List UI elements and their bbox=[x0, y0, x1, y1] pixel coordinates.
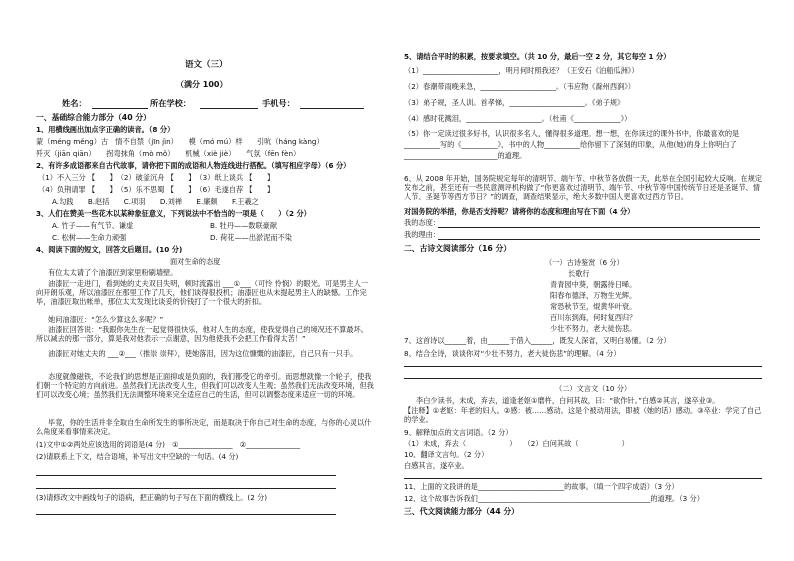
q4-answer-line-2[interactable] bbox=[36, 488, 336, 489]
question-2: 2、有许多成语都来自古代故事，请你把下面的成语和人物连线进行搭配。（填写相应字母）（6 分） bbox=[36, 161, 351, 170]
full-score: （满分 100） bbox=[176, 80, 228, 89]
page-title: 语文（三） bbox=[185, 60, 228, 70]
q4-sub-1: (1)文中①②两处应该选用的词语是(4 分) ①_______________ ②_______________ bbox=[36, 440, 301, 449]
q1-line-2: 歼灭（jiān qiān） 拐弯抹角（mò mǒ） 机械（xiè jiè） 气氛（fēn fèn） bbox=[36, 149, 301, 158]
q2-row-2: （4）负荆请罪 【 】 （5）乐不思蜀 【 】 （6）毛遂自荐 【 】 bbox=[38, 185, 275, 194]
wenyan-notes: 【注释】①老妪：年老的妇人。②感：被……感动。这是个被动用法，即被（她的话）感动。③卒业：学完了自己的学业。 bbox=[404, 406, 762, 424]
section-1-heading: 一、基础综合能力部分（40 分） bbox=[36, 113, 151, 122]
section-2-heading: 二、古诗文阅读部分（16 分） bbox=[404, 244, 512, 253]
essay-paragraph-1: 有位太太请了个油漆匠到家里粉刷墙壁。 bbox=[48, 268, 178, 277]
poem-line-3: 常恐秋节至，焜黄华叶衰。 bbox=[550, 302, 637, 311]
school-field[interactable] bbox=[200, 108, 258, 109]
q5-item-3: （3）弟子规，圣人训。首孝悌，_____________________。《弟子规》 bbox=[404, 98, 625, 107]
q2-row-1: （1）不入三分 【 】 （2）破釜沉舟 【 】 （3）纸上谈兵 【 】 bbox=[38, 173, 275, 182]
q6-reason-label: 我的理由： bbox=[404, 230, 440, 239]
essay-paragraph-4: 油漆匠回答说：“我跟你先生在一起觉得很快乐，他对人生的态度，使我觉得自己的境况还不算最坏。所以减去的那一部分，算是我对他表示一点谢意，因为他使我不会把工作看得太苦！” bbox=[36, 325, 368, 343]
q8-answer-line-1[interactable] bbox=[404, 366, 762, 367]
question-12: 12、这个故事告诉我们________________________________________________的道理。（3 分） bbox=[404, 494, 704, 503]
wenyan-subheading: （二）文言文（10 分） bbox=[555, 384, 632, 393]
essay-paragraph-2: 油漆匠一走进门，看到她的丈夫双目失明，顿时流露出 ___①___（可怜 怜悯）的眼光。可是男主人一向开朗乐观，所以油漆匠在那里工作了几天，他们谈得很投机；油漆匠也从未提起男主人的缺憾。工作完毕，油漆匠取出帐单，那位太太发现比谈妥的价钱打了一个很大的折扣。 bbox=[36, 279, 369, 306]
q3-option-a: A. 竹子——有气节、谦虚 bbox=[52, 221, 134, 230]
q3-option-d: D. 荷花——出淤泥而不染 bbox=[210, 233, 292, 242]
poem-line-4: 百川东到海，何时复西归？ bbox=[550, 313, 637, 322]
q9-items: （1）未成，弃去（ ） （2）白问其故（ ） bbox=[404, 439, 629, 448]
phone-label: 手机号： bbox=[262, 98, 295, 108]
q6-attitude-line[interactable] bbox=[438, 227, 760, 228]
question-11: 11、上面的文段讲的是________________________的故事。（填一个四字成语）（3 分） bbox=[404, 482, 679, 491]
q6-prompt: 对国务院的举措，你是否支持呢？请将你的态度和理由写在下面（4 分） bbox=[404, 207, 635, 216]
section-3-heading: 三、代文阅读能力部分（44 分） bbox=[404, 507, 519, 516]
question-8: 8、结合全诗，谈谈你对“少壮不努力，老大徒伤悲”的理解。（4 分） bbox=[404, 349, 621, 358]
phone-field[interactable] bbox=[300, 108, 364, 109]
question-7: 7、这首诗以______着，由______于借入______，既发人深省，又明白易懂。（2 分） bbox=[404, 336, 671, 345]
wenyan-passage: 李白少读书，未成，弃去，道逢老妪①磨杵，白问其故，曰：“欲作针。”白感②其言，遂卒业③。 bbox=[416, 396, 720, 405]
q6-reason-line[interactable] bbox=[438, 239, 760, 240]
q4-sub-3: (3)请修改文中画线句子的语病，把正确的句子写在下面的横线上。(2 分) bbox=[36, 493, 268, 502]
question-3: 3、人们在赞美一些花木以某种象征意义，下列说法中不恰当的一项是（ ）（2 分） bbox=[36, 209, 311, 218]
essay-title: 面对生命的态度 bbox=[170, 257, 221, 266]
question-10: 10、翻译文言句。（2 分） bbox=[404, 450, 489, 459]
q2-options: A.勾践 B.赵括 C.项羽 D.刘禅 E.廉颇 F.王羲之 bbox=[52, 197, 259, 206]
q5-item-1: （1）_____________________，明月何时照我还？（王安石《泊船瓜洲》） bbox=[404, 66, 639, 75]
poem-line-2: 阳春布德泽，万物生光辉。 bbox=[550, 291, 637, 300]
question-9: 9、解释加点的文言词语。（2 分） bbox=[404, 428, 513, 437]
name-label: 姓名： bbox=[62, 98, 87, 108]
q5-item-4: （4）感时花溅泪，_____________________。（杜甫《_____________》） bbox=[404, 114, 632, 123]
q10-answer-line[interactable] bbox=[404, 478, 762, 479]
q3-option-b: B. 牡丹——数联豪献 bbox=[210, 221, 278, 230]
q4-sub-2: (2)请联系上下文，结合语境，补写出文中空缺的一句话。(4 分) bbox=[36, 452, 239, 461]
essay-paragraph-7: 毕竟，你的生活并非全取自生命所发生的事所决定，而是取决于你自己对生命的态度，与你的心灵以什么角度来看事情来决定。 bbox=[36, 418, 372, 436]
q5-item-2: （2）春潮带雨晚来急，_____________________。（韦应物《滁州西涧》） bbox=[404, 82, 635, 91]
name-field[interactable] bbox=[92, 108, 148, 109]
question-4: 4、阅读下面的短文，回答文后题目。(10 分) bbox=[36, 245, 183, 254]
q6-attitude-label: 我的态度： bbox=[404, 218, 440, 227]
q8-answer-line-2[interactable] bbox=[404, 378, 762, 379]
poem-subheading: （一）古诗鉴赏（6 分） bbox=[545, 258, 624, 267]
question-6: 6、从 2008 年开始，国务院规定每年的清明节、端午节、中秋节各放假一天，此举在全国引起较大反响。在规定发布之前，甚至还有一些民意测评机构做了“你更喜欢过清明节、端午节、中秋节等中国传统节日还是圣诞节、情人节、圣诞节等西方节日？”的调查，调查结果显示，绝大多数中国人更喜欢过西方节日。 bbox=[404, 174, 763, 201]
poem-title: 长歌行 bbox=[568, 269, 590, 278]
q10-sentence: 白感其言，遂卒业。 bbox=[404, 461, 469, 470]
essay-paragraph-5: 油漆匠对她丈夫的 ___②___（推崇 崇拜），使她落泪，因为这位慷慨的油漆匠，自己只有一只手。 bbox=[48, 349, 358, 358]
question-1: 1、用横线画出加点字正确的读音。（8 分） bbox=[36, 125, 175, 134]
essay-paragraph-6: 态度就像磁铁，不论我们的思想是正面抑或是负面的，我们都受它的牵引。而思想就像一个轮子，使我们朝一个特定的方向前进。虽然我们无法改变人生，但我们可以改变人生观；虽然我们无法改变环境，但我们可以改变心境；虽然我们无法调整环境来完全适应自己的生活，但可以调整态度来适应一切的环境。 bbox=[36, 372, 374, 399]
essay-paragraph-3: 她问油漆匠：“怎么少算这么多呢？” bbox=[48, 315, 164, 324]
poem-line-5: 少壮不努力，老大徒伤悲。 bbox=[550, 324, 637, 333]
question-5: 5、请结合平时的积累，按要求填空。（共 10 分，最后一空 2 分，其它每空 1 分） bbox=[404, 52, 671, 61]
q4-answer-line-3[interactable] bbox=[36, 514, 336, 515]
q5-item-5: （5）你一定读过很多好书，认识很多名人，懂得很多道理。想一想，在你读过的课外书中，你最喜欢的是__________写的《__________》，书中的人物__________给你留下了深刻的印象，从他(她)的身上你明白了__________________________的道理。 bbox=[404, 129, 740, 161]
school-label: 所在学校： bbox=[150, 98, 191, 108]
q1-line-1: 蒙（méng měng）古 情不自禁（jīn jìn） 模（mó mú）样 引吭（háng kàng） bbox=[36, 137, 324, 146]
poem-line-1: 青青园中葵，朝露待日晞。 bbox=[550, 280, 637, 289]
q4-answer-line-1[interactable] bbox=[36, 475, 336, 476]
q3-option-c: C. 松树——生命力顽强 bbox=[52, 233, 127, 242]
